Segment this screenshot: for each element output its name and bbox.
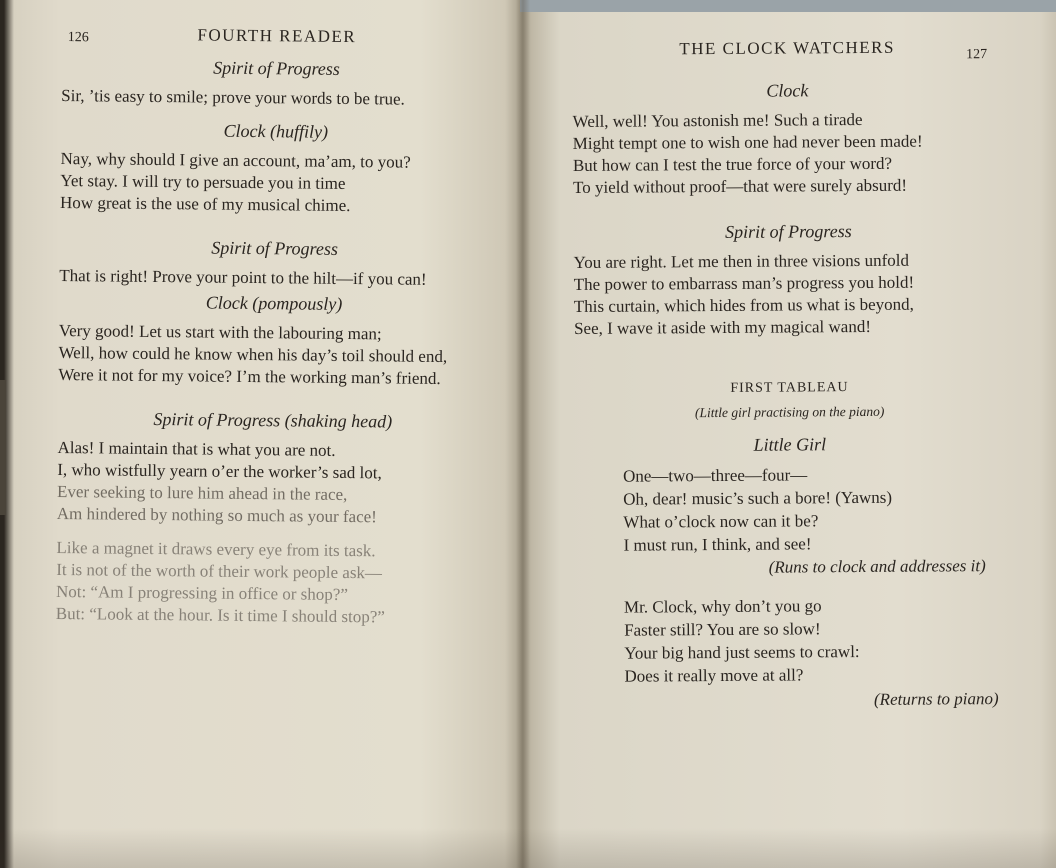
verse-line: I must run, I think, and see! — [623, 534, 812, 555]
stage-direction: (Runs to clock and addresses it) — [768, 556, 986, 577]
verse-line: Ever seeking to lure him ahead in the race, — [56, 481, 348, 505]
page-number: 127 — [966, 47, 988, 63]
tableau-direction: (Little girl practising on the piano) — [694, 403, 885, 421]
verse-line: Oh, dear! music’s such a bore! (Yawns) — [623, 487, 893, 509]
verse-line: How great is the use of my musical chime. — [59, 192, 351, 216]
verse-line: Sir, ’tis easy to smile; prove your words to be true. — [61, 85, 405, 109]
verse-line: Well, how could he know when his day’s toil should end, — [58, 342, 448, 367]
verse-line: Am hindered by nothing so much as your face! — [56, 503, 378, 527]
book-gutter — [516, 0, 530, 868]
speaker-heading: Clock (huffily) — [223, 120, 329, 142]
verse-line: Well, well! You astonish me! Such a tirade — [572, 109, 863, 131]
verse-line: But how can I test the true force of your word? — [572, 153, 893, 175]
speaker-heading: Clock — [766, 80, 809, 101]
verse-line: Yet stay. I will try to persuade you in time — [60, 170, 346, 193]
bottom-shadow — [0, 828, 1056, 868]
verse-line: Like a magnet it draws every eye from its task. — [56, 537, 376, 561]
left-page — [56, 20, 492, 629]
verse-line: Your big hand just seems to crawl: — [624, 642, 860, 663]
verse-line: Faster still? You are so slow! — [624, 619, 821, 640]
stage-direction: pompously — [258, 293, 337, 314]
running-head: THE CLOCK WATCHERS — [679, 37, 895, 59]
verse-line: Might tempt one to wish one had never been made! — [572, 131, 923, 153]
tableau-title: FIRST TABLEAU — [730, 380, 849, 396]
verse-line: I, who wistfully yearn o’er the worker’s sad lot, — [57, 459, 382, 483]
verse-line: That is right! Prove your point to the hilt—if you can! — [59, 265, 427, 289]
speaker-name: Clock — [223, 120, 266, 142]
page-number: 126 — [67, 30, 89, 46]
verse-line: See, I wave it aside with my magical wand! — [573, 316, 872, 338]
verse-line: Very good! Let us start with the labouring man; — [58, 320, 382, 344]
verse-line: Mr. Clock, why don’t you go — [623, 596, 822, 617]
verse-line: One—two—three—four— — [623, 465, 808, 486]
verse-line: This curtain, which hides from us what is beyond, — [573, 294, 914, 316]
stage-direction: huffily — [275, 121, 323, 142]
speaker-name: Clock — [205, 292, 248, 313]
stage-direction: (Returns to piano) — [873, 689, 999, 709]
speaker-heading: Spirit of Progress — [213, 57, 340, 79]
verse-line: Not: “Am I progressing in office or shop?” — [55, 581, 349, 605]
right-page — [572, 33, 1007, 713]
running-head: FOURTH READER — [197, 25, 357, 47]
speaker-heading: Little Girl — [753, 434, 827, 455]
verse-line: What o’clock now can it be? — [623, 511, 819, 532]
verse-line: To yield without proof—that were surely absurd! — [572, 175, 908, 197]
speaker-heading: Clock (pompously) — [205, 292, 343, 314]
verse-line: You are right. Let me then in three visions unfold — [573, 250, 910, 272]
speaker-heading: Spirit of Progress (shaking head) — [153, 408, 393, 432]
verse-line: Were it not for my voice? I’m the working man’s friend. — [58, 364, 441, 388]
verse-line: The power to embarrass man’s progress you hold! — [573, 272, 915, 294]
stage-direction: shaking head — [290, 410, 387, 432]
background-strip — [520, 0, 1056, 12]
speaker-heading: Spirit of Progress — [724, 221, 852, 242]
verse-line: Alas! I maintain that is what you are not. — [57, 437, 336, 460]
verse-line: It is not of the worth of their work people ask— — [56, 559, 383, 583]
speaker-heading: Spirit of Progress — [211, 237, 339, 259]
verse-line: Nay, why should I give an account, ma’am, to you? — [60, 148, 411, 172]
verse-line: Does it really move at all? — [624, 665, 804, 686]
speaker-name: Spirit of Progress — [153, 408, 281, 431]
page-edge-tab — [0, 380, 6, 515]
verse-line: But: “Look at the hour. Is it time I should stop?” — [55, 603, 385, 627]
